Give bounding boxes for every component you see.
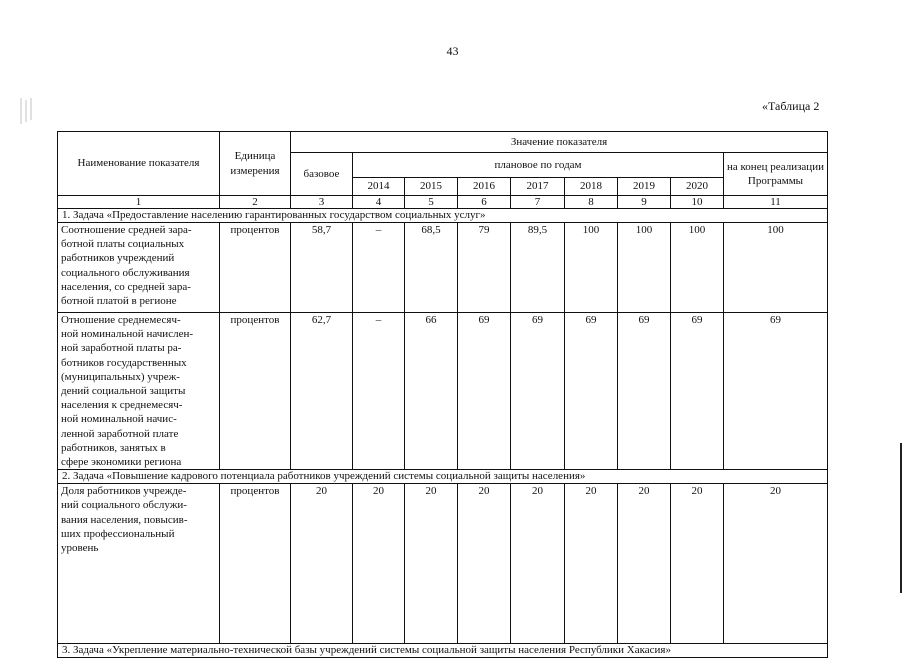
- indicator-row: [58, 484, 828, 644]
- year-value-2018: 69: [565, 313, 618, 470]
- indicator-name-line: (муниципальных) учреж-: [61, 370, 180, 383]
- indicator-name-line: ботников государственных: [61, 356, 187, 369]
- base-value: 62,7: [291, 313, 353, 470]
- indicator-name-line: Соотношение средней зара-: [61, 224, 192, 236]
- year-value-2017: 89,5: [511, 223, 565, 313]
- column-number: 9: [618, 196, 671, 209]
- indicator-name-line: ших профессиональный: [61, 527, 175, 540]
- indicator-name-line: работников, занятых в: [61, 441, 166, 454]
- year-value-2016: 79: [458, 223, 511, 313]
- year-value-2014: 20: [353, 484, 405, 644]
- task-row: [58, 470, 828, 484]
- indicator-unit: процентов: [220, 313, 291, 470]
- column-number: 1: [58, 196, 220, 209]
- page-number: 43: [446, 44, 459, 58]
- column-number: 3: [291, 196, 353, 209]
- year-value-2020: 100: [671, 223, 724, 313]
- task-title: 1. Задача «Предоставление населению гарантированных государством социальных услуг»: [58, 209, 828, 223]
- indicator-name: [58, 313, 220, 470]
- indicator-name-line: населения, со средней зара-: [61, 280, 191, 293]
- table-caption: «Таблица 2: [762, 99, 820, 113]
- end-of-program-value: 20: [724, 484, 828, 644]
- header-planned-group: плановое по годам: [353, 153, 724, 178]
- header-year-2016: 2016: [458, 178, 511, 196]
- task-row: [58, 209, 828, 223]
- indicator-name-line: ботной платой в регионе: [61, 295, 177, 308]
- base-value: 58,7: [291, 223, 353, 313]
- indicator-name: [58, 223, 220, 313]
- column-number: 4: [353, 196, 405, 209]
- indicator-name-line: дений социальной защиты: [61, 385, 186, 398]
- year-value-2017: 20: [511, 484, 565, 644]
- year-value-2018: 20: [565, 484, 618, 644]
- indicator-name-line: работников учреждений: [61, 252, 175, 265]
- year-value-2019: 69: [618, 313, 671, 470]
- header-name: Наименование показателя: [58, 132, 220, 196]
- table-body: [58, 132, 828, 658]
- indicator-row: [58, 313, 828, 470]
- indicator-row: [58, 223, 828, 313]
- end-of-program-value: 69: [724, 313, 828, 470]
- year-value-2015: 66: [405, 313, 458, 470]
- indicator-name-line: ной заработной платы ра-: [61, 342, 182, 355]
- indicator-name-line: населения к среднемесяч-: [61, 399, 183, 412]
- column-number: 2: [220, 196, 291, 209]
- column-number: 10: [671, 196, 724, 209]
- year-value-2014: –: [353, 313, 405, 470]
- task-row: [58, 644, 828, 658]
- indicator-name-line: Отношение среднемесяч-: [61, 314, 181, 326]
- indicator-name-line: ленной заработной плате: [61, 427, 179, 440]
- header-base: базовое: [291, 153, 353, 196]
- header-year-2020: 2020: [671, 178, 724, 196]
- header-unit: Единица измерения: [220, 132, 291, 196]
- indicator-name-line: уровень: [61, 542, 99, 555]
- year-value-2014: –: [353, 223, 405, 313]
- task-title: 2. Задача «Повышение кадрового потенциала работников учреждений системы социальной защиты населения»: [58, 470, 828, 484]
- year-value-2016: 69: [458, 313, 511, 470]
- column-number: 7: [511, 196, 565, 209]
- end-of-program-value: 100: [724, 223, 828, 313]
- header-row-1: [58, 132, 828, 153]
- header-value-group: Значение показателя: [291, 132, 828, 153]
- base-value: 20: [291, 484, 353, 644]
- year-value-2019: 20: [618, 484, 671, 644]
- indicator-name-line: ной номинальной начис-: [61, 413, 177, 426]
- indicator-name-line: ной номинальной начислен-: [61, 328, 193, 341]
- year-value-2016: 20: [458, 484, 511, 644]
- year-value-2018: 100: [565, 223, 618, 313]
- year-value-2019: 100: [618, 223, 671, 313]
- header-end-of-program: на конец реализации Программы: [724, 153, 828, 196]
- year-value-2015: 20: [405, 484, 458, 644]
- margin-stamp-mark: [18, 96, 34, 126]
- column-numbers-row: [58, 196, 828, 209]
- indicator-name-line: вания населения, повысив-: [61, 513, 188, 526]
- year-value-2020: 69: [671, 313, 724, 470]
- column-number: 8: [565, 196, 618, 209]
- indicator-unit: процентов: [220, 484, 291, 644]
- indicator-name-line: сфере экономики региона: [61, 456, 182, 469]
- indicator-name-line: ботной платы социальных: [61, 238, 185, 251]
- header-year-2019: 2019: [618, 178, 671, 196]
- year-value-2015: 68,5: [405, 223, 458, 313]
- column-number: 6: [458, 196, 511, 209]
- indicator-table: [57, 131, 828, 658]
- header-year-2014: 2014: [353, 178, 405, 196]
- column-number: 11: [724, 196, 828, 209]
- task-title: 3. Задача «Укрепление материально-технической базы учреждений системы социальной защиты населения Республики Хакасия»: [58, 644, 828, 658]
- header-year-2018: 2018: [565, 178, 618, 196]
- header-year-2015: 2015: [405, 178, 458, 196]
- indicator-name-line: социального обслуживания: [61, 266, 190, 279]
- scan-edge-line: [900, 443, 902, 593]
- indicator-name: [58, 484, 220, 644]
- year-value-2017: 69: [511, 313, 565, 470]
- column-number: 5: [405, 196, 458, 209]
- indicator-unit: процентов: [220, 223, 291, 313]
- year-value-2020: 20: [671, 484, 724, 644]
- indicator-name-line: ний социального обслужи-: [61, 499, 187, 512]
- header-year-2017: 2017: [511, 178, 565, 196]
- indicator-name-line: Доля работников учрежде-: [61, 485, 187, 498]
